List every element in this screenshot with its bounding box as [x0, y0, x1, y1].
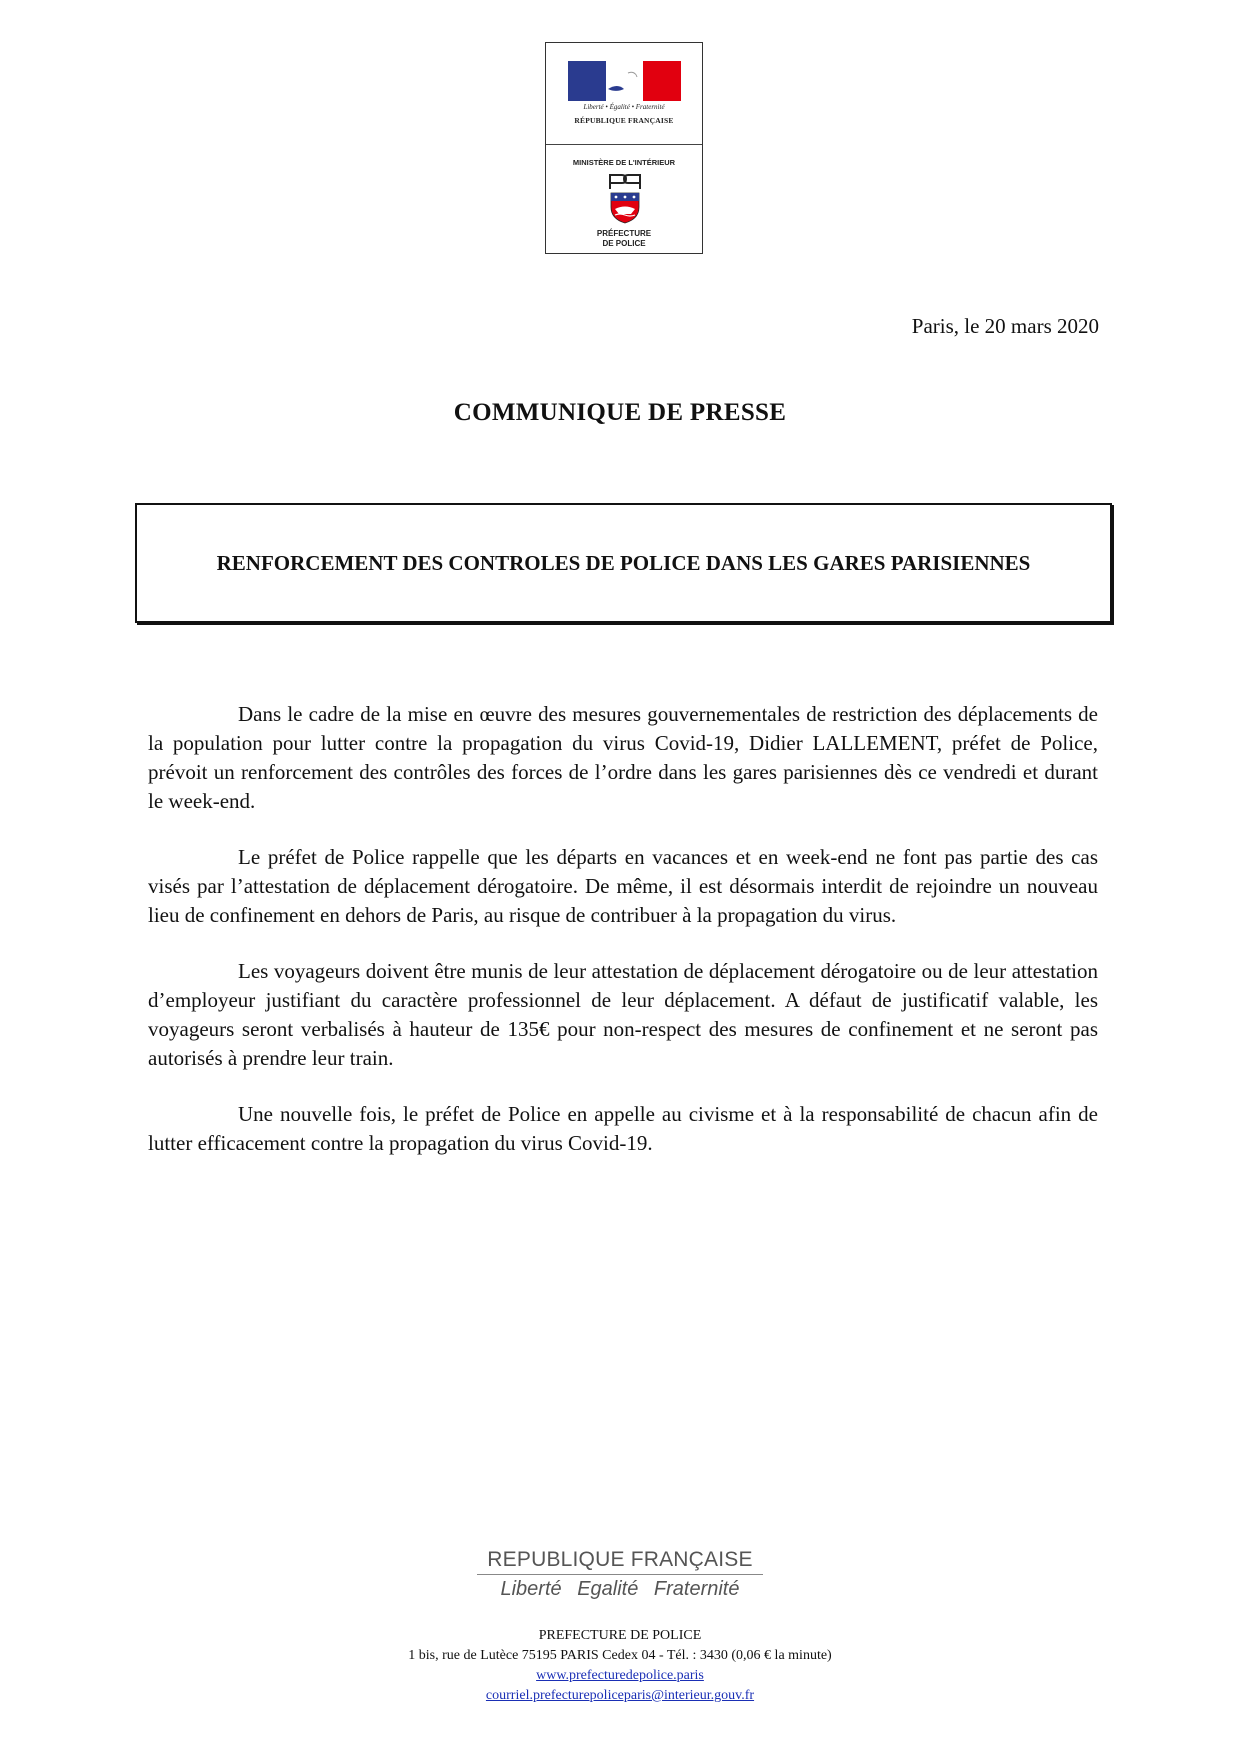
footer-republic-name: REPUBLIQUE FRANÇAISE [487, 1548, 753, 1571]
email-link[interactable]: courriel.prefecturepoliceparis@interieur.gouv.fr [485, 1688, 755, 1703]
logo-republic-name: RÉPUBLIQUE FRANÇAISE [574, 116, 674, 125]
prefecture-emblem-icon [602, 173, 648, 225]
page-title: COMMUNIQUE DE PRESSE [453, 399, 787, 426]
government-logo-block [545, 42, 703, 254]
footer-republic-mark [0, 1548, 1240, 1601]
ministry-name: MINISTÈRE DE L'INTÉRIEUR [572, 158, 676, 167]
body-paragraph: Dans le cadre de la mise en œuvre des mesures gouvernementales de restriction des déplacements de la population pour lutter contre la propagation du virus Covid-19, Didier LALLEMENT, préfet de Police, prévoit un renforcement des contrôles des forces de l’ordre dans les gares parisiennes dès ce vendredi et durant le week-end. [148, 702, 1098, 813]
body-paragraph: Le préfet de Police rappelle que les départs en vacances et en week-end ne font pas partie des cas visés par l’attestation de déplacement dérogatoire. De même, il est désormais interdit de rejoindre un nouveau lieu de confinement en dehors de Paris, au risque de contribuer à la propagation du virus. [148, 845, 1098, 927]
headline-text: RENFORCEMENT DES CONTROLES DE POLICE DANS LES GARES PARISIENNES [216, 550, 1031, 575]
body-paragraph: Les voyageurs doivent être munis de leur attestation de déplacement dérogatoire ou de leur attestation d’employeur justifiant du caractère professionnel de leur déplacement. A défaut de justificatif valable, les voyageurs seront verbalisés à hauteur de 135€ pour non-respect des mesures de confinement et ne seront pas autorisés à prendre leur train. [148, 959, 1098, 1070]
marianne-logo [546, 43, 702, 145]
press-release-body [148, 700, 1098, 1185]
website-link[interactable]: www.prefecturedepolice.paris [536, 1668, 704, 1683]
marianne-flag-icon [568, 61, 681, 101]
body-paragraph: Une nouvelle fois, le préfet de Police en appelle au civisme et à la responsabilité de chacun afin de lutter efficacement contre la propagation du virus Covid-19. [148, 1102, 1098, 1155]
footer-contact [0, 1626, 1240, 1706]
headline-box [135, 503, 1112, 623]
logo-motto: Liberté • Égalité • Fraternité [583, 103, 665, 111]
footer-address: 1 bis, rue de Lutèce 75195 PARIS Cedex 04 - Tél. : 3430 (0,06 € la minute) [408, 1648, 832, 1663]
footer-divider [477, 1574, 763, 1575]
document-date: Paris, le 20 mars 2020 [911, 314, 1099, 338]
footer-motto: Liberté Egalité Fraternité [500, 1578, 740, 1600]
prefecture-logo [546, 145, 702, 253]
prefecture-label: PRÉFECTURE DE POLICE [596, 229, 652, 248]
footer-org: PREFECTURE DE POLICE [538, 1628, 702, 1643]
